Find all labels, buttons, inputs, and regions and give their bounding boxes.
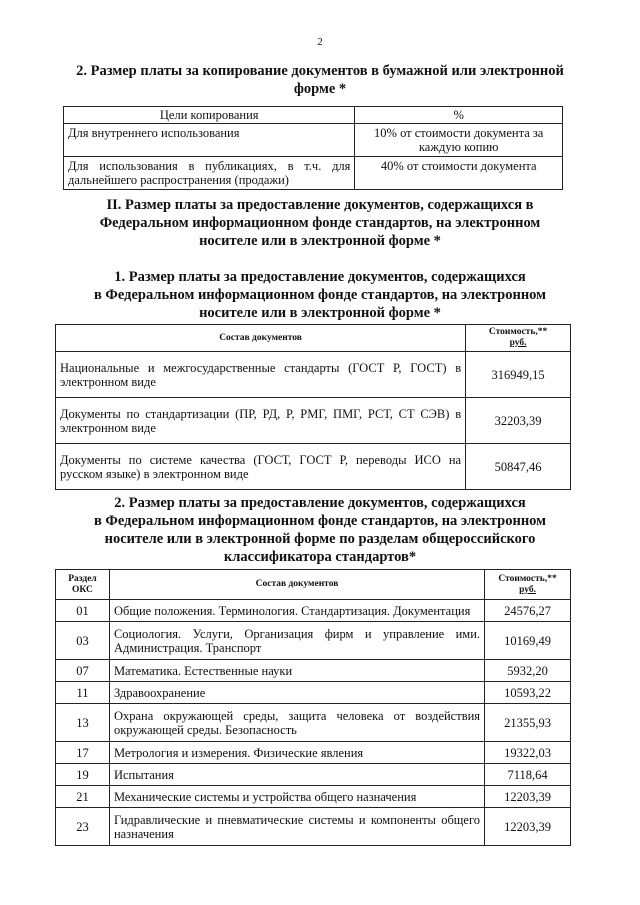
page-number: 2 bbox=[317, 36, 323, 48]
copy-fee-heading-line1: 2. Размер платы за копирование документов в бумажной или электронной bbox=[76, 63, 564, 79]
cost-cell: 24576,27 bbox=[485, 600, 571, 622]
docs-cell: Гидравлические и пневматические системы и компоненты общего назначения bbox=[109, 808, 484, 846]
table-row bbox=[56, 660, 571, 682]
table-row bbox=[56, 704, 571, 742]
table-row bbox=[56, 786, 571, 808]
column-header-cost-line1: Стоимость,** bbox=[488, 327, 548, 337]
section-ii-heading bbox=[40, 196, 600, 250]
copy-fee-table bbox=[63, 106, 563, 190]
cost-cell: 10593,22 bbox=[485, 682, 571, 704]
purpose-cell: Для использования в публикациях, в т.ч. для дальнейшего распространения (продажи) bbox=[64, 157, 355, 190]
percent-cell: 10% от стоимости документа за каждую копию bbox=[355, 124, 563, 157]
column-header-percent: % bbox=[355, 107, 563, 124]
docs-cell: Документы по стандартизации (ПР, РД, Р, РМГ, ПМГ, РСТ, СТ СЭВ) в электронном виде bbox=[56, 398, 466, 444]
oks-fee-heading-line2: в Федеральном информационном фонде стандартов, на электронном bbox=[93, 513, 547, 529]
table-header-row bbox=[56, 325, 571, 352]
cost-cell: 12203,39 bbox=[485, 808, 571, 846]
oks-code-cell: 01 bbox=[56, 600, 110, 622]
table-row bbox=[56, 764, 571, 786]
table-header-row bbox=[56, 570, 571, 600]
docs-cell: Метрология и измерения. Физические явления bbox=[109, 742, 484, 764]
table-row bbox=[56, 352, 571, 398]
percent-cell: 40% от стоимости документа bbox=[355, 157, 563, 190]
oks-fee-heading-line3: носителе или в электронной форме по разделам общероссийского bbox=[104, 531, 536, 547]
docs-cell: Механические системы и устройства общего назначения bbox=[109, 786, 484, 808]
electronic-fee-heading-line2: в Федеральном информационном фонде стандартов, на электронном bbox=[93, 287, 547, 303]
table-row bbox=[56, 398, 571, 444]
column-header-cost-line2: руб. bbox=[509, 338, 527, 348]
oks-code-cell: 21 bbox=[56, 786, 110, 808]
table-header-row bbox=[64, 107, 563, 124]
docs-cell: Социология. Услуги, Организация фирм и управление ими. Администрация. Транспорт bbox=[109, 622, 484, 660]
column-header-cost-line2: руб. bbox=[519, 584, 536, 595]
electronic-fee-heading-line3: носителе или в электронной форме * bbox=[199, 305, 441, 321]
cost-cell: 5932,20 bbox=[485, 660, 571, 682]
docs-cell: Здравоохранение bbox=[109, 682, 484, 704]
docs-cell: Испытания bbox=[109, 764, 484, 786]
cost-cell: 50847,46 bbox=[466, 444, 571, 490]
cost-cell: 10169,49 bbox=[485, 622, 571, 660]
oks-code-cell: 13 bbox=[56, 704, 110, 742]
cost-cell: 316949,15 bbox=[466, 352, 571, 398]
column-header-purpose: Цели копирования bbox=[64, 107, 355, 124]
column-header-cost bbox=[485, 570, 571, 600]
electronic-fee-heading-line1: 1. Размер платы за предоставление документов, содержащихся bbox=[114, 269, 526, 285]
table-row bbox=[56, 622, 571, 660]
cost-cell: 32203,39 bbox=[466, 398, 571, 444]
electronic-fee-heading bbox=[40, 268, 600, 322]
column-header-cost-line1: Стоимость,** bbox=[498, 573, 557, 584]
column-header-docs: Состав документов bbox=[56, 325, 466, 352]
table-row bbox=[56, 742, 571, 764]
table-row bbox=[56, 682, 571, 704]
oks-fee-heading-line1: 2. Размер платы за предоставление документов, содержащихся bbox=[114, 495, 526, 511]
column-header-section-line1: Раздел bbox=[68, 573, 97, 584]
table-row bbox=[64, 124, 563, 157]
oks-fee-table bbox=[55, 569, 571, 846]
oks-fee-heading bbox=[40, 494, 600, 566]
table-row bbox=[56, 444, 571, 490]
section-ii-heading-line1: II. Размер платы за предоставление документов, содержащихся в bbox=[106, 197, 534, 213]
purpose-cell: Для внутреннего использования bbox=[64, 124, 355, 157]
electronic-fee-table bbox=[55, 324, 571, 490]
cost-cell: 12203,39 bbox=[485, 786, 571, 808]
oks-code-cell: 03 bbox=[56, 622, 110, 660]
docs-cell: Охрана окружающей среды, защита человека от воздействия окружающей среды. Безопасность bbox=[109, 704, 484, 742]
oks-code-cell: 07 bbox=[56, 660, 110, 682]
table-row bbox=[56, 808, 571, 846]
cost-cell: 21355,93 bbox=[485, 704, 571, 742]
section-ii-heading-line2: Федеральном информационном фонде стандартов, на электронном bbox=[99, 215, 541, 231]
docs-cell: Документы по системе качества (ГОСТ, ГОСТ Р, переводы ИСО на русском языке) в электронном виде bbox=[56, 444, 466, 490]
column-header-cost bbox=[466, 325, 571, 352]
cost-cell: 19322,03 bbox=[485, 742, 571, 764]
docs-cell: Математика. Естественные науки bbox=[109, 660, 484, 682]
column-header-docs: Состав документов bbox=[109, 570, 484, 600]
oks-code-cell: 23 bbox=[56, 808, 110, 846]
cost-cell: 7118,64 bbox=[485, 764, 571, 786]
table-row bbox=[56, 600, 571, 622]
oks-code-cell: 11 bbox=[56, 682, 110, 704]
column-header-section-line2: ОКС bbox=[72, 584, 93, 595]
oks-fee-heading-line4: классификатора стандартов* bbox=[223, 549, 417, 565]
copy-fee-heading-line2: форме * bbox=[293, 81, 347, 97]
section-ii-heading-line3: носителе или в электронной форме * bbox=[199, 233, 441, 249]
oks-code-cell: 17 bbox=[56, 742, 110, 764]
oks-code-cell: 19 bbox=[56, 764, 110, 786]
docs-cell: Национальные и межгосударственные стандарты (ГОСТ Р, ГОСТ) в электронном виде bbox=[56, 352, 466, 398]
copy-fee-heading bbox=[40, 62, 600, 98]
column-header-section bbox=[56, 570, 110, 600]
docs-cell: Общие положения. Терминология. Стандартизация. Документация bbox=[109, 600, 484, 622]
table-row bbox=[64, 157, 563, 190]
